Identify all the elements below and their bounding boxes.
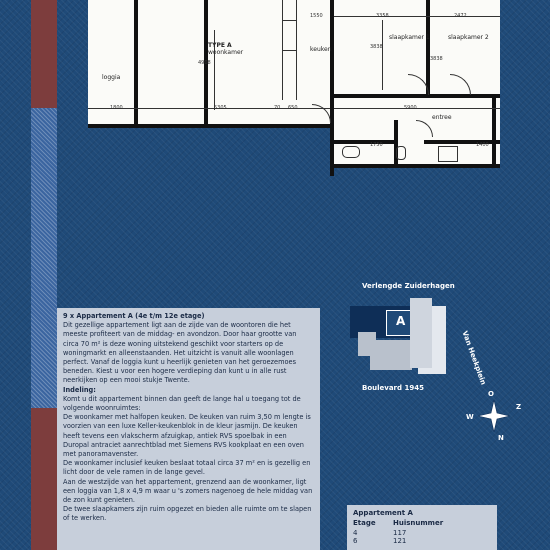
dimension-line: [382, 20, 383, 90]
room-label-keuken: keuken: [310, 46, 332, 53]
compass-w: W: [466, 413, 474, 421]
building-block: [410, 298, 432, 368]
left-accent-stripe-top: [31, 0, 57, 108]
wall: [330, 0, 334, 176]
kitchen-counter: [296, 0, 297, 100]
compass-o: O: [488, 390, 494, 398]
dimension-text: 650: [288, 105, 298, 111]
description-title: 9 x Appartement A (4e t/m 12e etage): [63, 312, 205, 320]
dimension-text: 1750: [370, 142, 383, 148]
left-accent-stripe-middle: [31, 108, 57, 408]
dimension-text: 4908: [198, 60, 211, 66]
dimension-text: 70: [274, 105, 281, 111]
dimension-line: [334, 108, 500, 109]
description-slaapkamers-text: De twee slaapkamers zijn ruim opgezet en bieden alle ruimte om te slapen of te werken.: [63, 505, 312, 523]
compass-z: Z: [516, 403, 522, 411]
dimension-text: 5900: [404, 105, 417, 111]
table-cell-huisnummer: 121: [393, 537, 407, 545]
room-label-loggia: loggia: [102, 74, 121, 81]
table-cell-huisnummer: 117: [393, 529, 407, 537]
boiler-icon: [438, 146, 458, 162]
table-row: [353, 537, 491, 545]
building-a-label: A: [396, 314, 406, 328]
dimension-line: [334, 16, 500, 17]
dimension-text: 5305: [214, 105, 227, 111]
building-block: [370, 340, 412, 370]
plan-type-label: TYPE A: [208, 42, 232, 49]
wall: [492, 96, 496, 166]
street-label-top: Verlengde Zuiderhagen: [362, 282, 455, 290]
table-header-etage: Etage: [353, 519, 376, 527]
wall: [334, 140, 394, 144]
wall: [334, 164, 500, 168]
dimension-text: 1800: [110, 105, 123, 111]
table-row: [353, 529, 491, 537]
dimension-text: 1550: [310, 13, 323, 19]
dimension-text: 3358: [376, 13, 389, 19]
apartment-table: [347, 505, 497, 550]
description-loggia-text: Aan de westzijde van het appartement, grenzend aan de woonkamer, ligt een loggia van 1,8 x 4,9 m waar u 's zomers nagenoeg de hele middag van de zon kunt genieten.: [63, 477, 313, 505]
toilet-icon: [342, 146, 360, 158]
table-cell-etage: 4: [353, 529, 358, 537]
dimension-text: 2472: [454, 13, 467, 19]
description-indeling-heading: Indeling:: [63, 385, 96, 394]
room-label-slaapkamer-1: slaapkamer 1: [389, 34, 430, 41]
description-panel: [57, 308, 320, 550]
dimension-text: 3838: [430, 56, 443, 62]
wall: [426, 0, 430, 96]
left-accent-stripe-bottom: [31, 408, 57, 550]
compass-rose-icon: [476, 398, 512, 434]
building-block: [358, 332, 376, 356]
table-header-huisnummer: Huisnummer: [393, 519, 444, 527]
room-label-entree: entree: [432, 114, 452, 121]
floor-plan: [64, 0, 500, 200]
dimension-text: 3838: [370, 44, 383, 50]
kitchen-counter: [282, 50, 296, 51]
kitchen-counter: [282, 20, 296, 21]
description-intro: Dit gezellige appartement ligt aan de zijde van de woontoren die het meeste profiteert van de middag- en avondzon. Door haar grootte van circa 70 m² is deze woning uitstekend geschikt voor starters op de woningmarkt en alleenstaanden. Het uitzicht is vanuit alle woonlagen perfect. Vanaf de loggia kunt u heerlijk genieten van het geroezemoes beneden. Kiest u voor een hogere verdieping dan kunt u in alle rust neerkijken op een mooi stukje Twente.: [63, 321, 297, 385]
washbasin-icon: [396, 146, 406, 160]
apartment-table-title: Appartement A: [353, 509, 413, 517]
table-cell-etage: 6: [353, 537, 358, 545]
dimension-text: 1400: [476, 142, 489, 148]
wall: [88, 124, 334, 128]
site-map: [330, 270, 545, 450]
description-woonkamer-text: De woonkamer inclusief keuken beslaat totaal circa 37 m² en is gezellig en licht door de vele ramen in de lange gevel.: [63, 459, 311, 477]
description-indeling-text: Komt u dit appartement binnen dan geeft de lange hal u toegang tot de volgende woonruimtes:: [63, 394, 301, 413]
compass-n: N: [498, 434, 504, 442]
room-label-woonkamer: woonkamer: [208, 49, 244, 56]
description-keuken-text: De woonkamer met halfopen keuken. De keuken van ruim 3,50 m lengte is voorzien van een luxe Keller-keukenblok in de kleur jasmijn. De keuken heeft tevens een vlakscherm afzuigkap, antiek RVS spoelbak in een Duropal antraciet aanrechtblad met Siemens RVS kookplaat en een oven met panoramavenster.: [63, 413, 311, 459]
street-label-bottom: Boulevard 1945: [362, 384, 424, 392]
room-label-slaapkamer-2: slaapkamer 2: [448, 34, 489, 41]
street-label-right: Van Heekplein: [460, 330, 488, 387]
